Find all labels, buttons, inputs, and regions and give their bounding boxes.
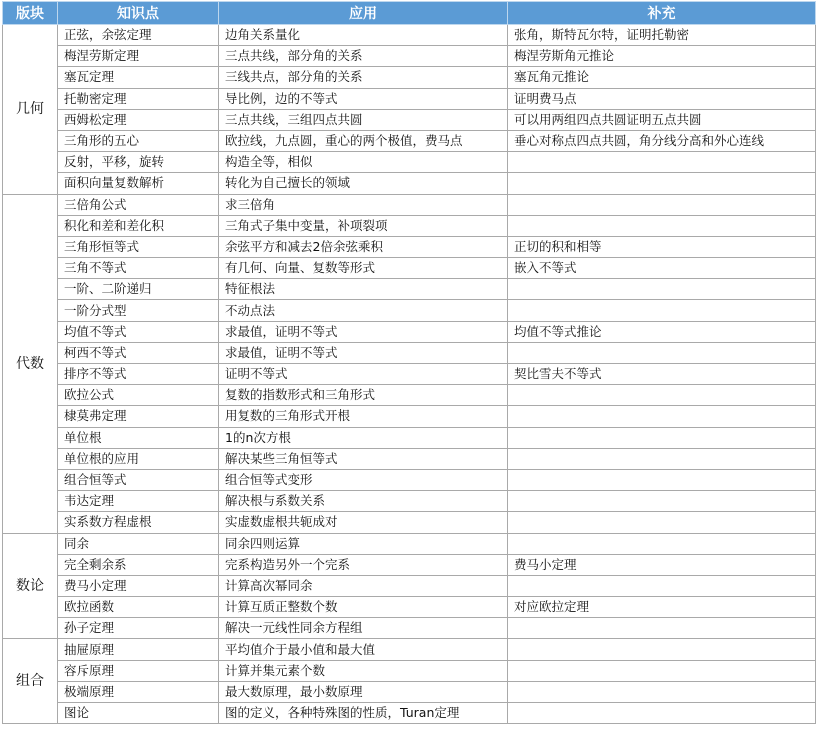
section-label: 数论 (3, 533, 58, 639)
knowledge-cell: 反射，平移，旋转 (58, 152, 219, 173)
table-row (3, 342, 816, 363)
table-row (3, 25, 816, 46)
knowledge-cell: 梅涅劳斯定理 (58, 46, 219, 67)
knowledge-cell: 韦达定理 (58, 491, 219, 512)
supplement-cell: 对应欧拉定理 (508, 597, 816, 618)
table-row (3, 258, 816, 279)
application-cell: 解决某些三角恒等式 (219, 448, 508, 469)
knowledge-cell: 容斥原理 (58, 660, 219, 681)
table-row (3, 236, 816, 257)
section-label: 几何 (3, 25, 58, 195)
supplement-cell: 梅涅劳斯角元推论 (508, 46, 816, 67)
supplement-cell: 垂心对称点四点共圆，角分线分高和外心连线 (508, 130, 816, 151)
knowledge-cell: 实系数方程虚根 (58, 512, 219, 533)
section-label: 代数 (3, 194, 58, 533)
knowledge-cell: 三角形的五心 (58, 130, 219, 151)
supplement-cell (508, 173, 816, 194)
knowledge-cell: 单位根的应用 (58, 448, 219, 469)
knowledge-cell: 费马小定理 (58, 575, 219, 596)
application-cell: 三角式子集中变量，补项裂项 (219, 215, 508, 236)
application-cell: 三点共线，部分角的关系 (219, 46, 508, 67)
application-cell: 求最值，证明不等式 (219, 342, 508, 363)
supplement-cell (508, 703, 816, 724)
table-row (3, 279, 816, 300)
application-cell: 实虚数虚根共轭成对 (219, 512, 508, 533)
knowledge-cell: 面积向量复数解析 (58, 173, 219, 194)
application-cell: 不动点法 (219, 300, 508, 321)
table-row (3, 597, 816, 618)
table-row (3, 660, 816, 681)
supplement-cell: 费马小定理 (508, 554, 816, 575)
knowledge-cell: 三角形恒等式 (58, 236, 219, 257)
supplement-cell (508, 279, 816, 300)
supplement-cell (508, 406, 816, 427)
table-row (3, 130, 816, 151)
knowledge-cell: 棣莫弗定理 (58, 406, 219, 427)
table-row (3, 385, 816, 406)
table-row (3, 88, 816, 109)
supplement-cell (508, 448, 816, 469)
application-cell: 平均值介于最小值和最大值 (219, 639, 508, 660)
supplement-cell: 契比雪夫不等式 (508, 364, 816, 385)
application-cell: 解决一元线性同余方程组 (219, 618, 508, 639)
knowledge-cell: 排序不等式 (58, 364, 219, 385)
knowledge-cell: 组合恒等式 (58, 469, 219, 490)
knowledge-cell: 孙子定理 (58, 618, 219, 639)
table-row (3, 406, 816, 427)
supplement-cell (508, 300, 816, 321)
supplement-cell (508, 152, 816, 173)
table-row (3, 364, 816, 385)
table-row (3, 512, 816, 533)
table-row (3, 554, 816, 575)
application-cell: 解决根与系数关系 (219, 491, 508, 512)
table-row (3, 681, 816, 702)
table-row (3, 194, 816, 215)
table-row (3, 533, 816, 554)
table-row (3, 109, 816, 130)
table-row (3, 173, 816, 194)
supplement-cell: 张角，斯特瓦尔特，证明托勒密 (508, 25, 816, 46)
supplement-cell (508, 215, 816, 236)
application-cell: 同余四则运算 (219, 533, 508, 554)
table-row (3, 469, 816, 490)
application-cell: 最大数原理，最小数原理 (219, 681, 508, 702)
supplement-cell: 正切的积和相等 (508, 236, 816, 257)
table-row (3, 300, 816, 321)
supplement-cell (508, 512, 816, 533)
header-row (3, 2, 816, 25)
application-cell: 特征根法 (219, 279, 508, 300)
table-row (3, 618, 816, 639)
application-cell: 图的定义，各种特殊图的性质，Turan定理 (219, 703, 508, 724)
table-row (3, 703, 816, 724)
knowledge-cell: 托勒密定理 (58, 88, 219, 109)
supplement-cell: 均值不等式推论 (508, 321, 816, 342)
knowledge-cell: 积化和差和差化积 (58, 215, 219, 236)
knowledge-cell: 欧拉公式 (58, 385, 219, 406)
knowledge-cell: 欧拉函数 (58, 597, 219, 618)
header-application: 应用 (219, 2, 508, 25)
knowledge-cell: 抽屉原理 (58, 639, 219, 660)
supplement-cell (508, 660, 816, 681)
knowledge-cell: 三角不等式 (58, 258, 219, 279)
application-cell: 1的n次方根 (219, 427, 508, 448)
supplement-cell: 证明费马点 (508, 88, 816, 109)
table-row (3, 152, 816, 173)
knowledge-cell: 西姆松定理 (58, 109, 219, 130)
knowledge-cell: 正弦，余弦定理 (58, 25, 219, 46)
knowledge-cell: 完全剩余系 (58, 554, 219, 575)
table-row (3, 67, 816, 88)
knowledge-cell: 三倍角公式 (58, 194, 219, 215)
application-cell: 计算高次幂同余 (219, 575, 508, 596)
supplement-cell (508, 342, 816, 363)
supplement-cell (508, 575, 816, 596)
table-row (3, 491, 816, 512)
knowledge-cell: 极端原理 (58, 681, 219, 702)
application-cell: 计算并集元素个数 (219, 660, 508, 681)
header-supplement: 补充 (508, 2, 816, 25)
table-row (3, 575, 816, 596)
application-cell: 组合恒等式变形 (219, 469, 508, 490)
knowledge-cell: 图论 (58, 703, 219, 724)
knowledge-cell: 同余 (58, 533, 219, 554)
table-row (3, 215, 816, 236)
knowledge-cell: 均值不等式 (58, 321, 219, 342)
knowledge-cell: 一阶、二阶递归 (58, 279, 219, 300)
application-cell: 有几何、向量、复数等形式 (219, 258, 508, 279)
application-cell: 用复数的三角形式开根 (219, 406, 508, 427)
application-cell: 欧拉线，九点圆，重心的两个极值，费马点 (219, 130, 508, 151)
supplement-cell (508, 469, 816, 490)
application-cell: 三点共线，三组四点共圆 (219, 109, 508, 130)
supplement-cell (508, 194, 816, 215)
header-section: 版块 (3, 2, 58, 25)
supplement-cell (508, 639, 816, 660)
application-cell: 证明不等式 (219, 364, 508, 385)
application-cell: 求三倍角 (219, 194, 508, 215)
table-row (3, 427, 816, 448)
table-row (3, 46, 816, 67)
table-body (3, 25, 816, 724)
application-cell: 构造全等，相似 (219, 152, 508, 173)
supplement-cell (508, 681, 816, 702)
application-cell: 导比例，边的不等式 (219, 88, 508, 109)
section-label: 组合 (3, 639, 58, 724)
supplement-cell: 可以用两组四点共圆证明五点共圆 (508, 109, 816, 130)
application-cell: 边角关系量化 (219, 25, 508, 46)
table-row (3, 448, 816, 469)
application-cell: 计算互质正整数个数 (219, 597, 508, 618)
knowledge-cell: 塞瓦定理 (58, 67, 219, 88)
header-knowledge: 知识点 (58, 2, 219, 25)
supplement-cell (508, 491, 816, 512)
knowledge-cell: 单位根 (58, 427, 219, 448)
application-cell: 完系构造另外一个完系 (219, 554, 508, 575)
application-cell: 余弦平方和减去2倍余弦乘积 (219, 236, 508, 257)
table-row (3, 321, 816, 342)
application-cell: 转化为自己擅长的领域 (219, 173, 508, 194)
supplement-cell: 塞瓦角元推论 (508, 67, 816, 88)
knowledge-cell: 一阶分式型 (58, 300, 219, 321)
knowledge-table (2, 1, 816, 724)
knowledge-cell: 柯西不等式 (58, 342, 219, 363)
application-cell: 三线共点，部分角的关系 (219, 67, 508, 88)
table-row (3, 639, 816, 660)
supplement-cell: 嵌入不等式 (508, 258, 816, 279)
application-cell: 复数的指数形式和三角形式 (219, 385, 508, 406)
application-cell: 求最值，证明不等式 (219, 321, 508, 342)
supplement-cell (508, 618, 816, 639)
supplement-cell (508, 427, 816, 448)
supplement-cell (508, 385, 816, 406)
supplement-cell (508, 533, 816, 554)
